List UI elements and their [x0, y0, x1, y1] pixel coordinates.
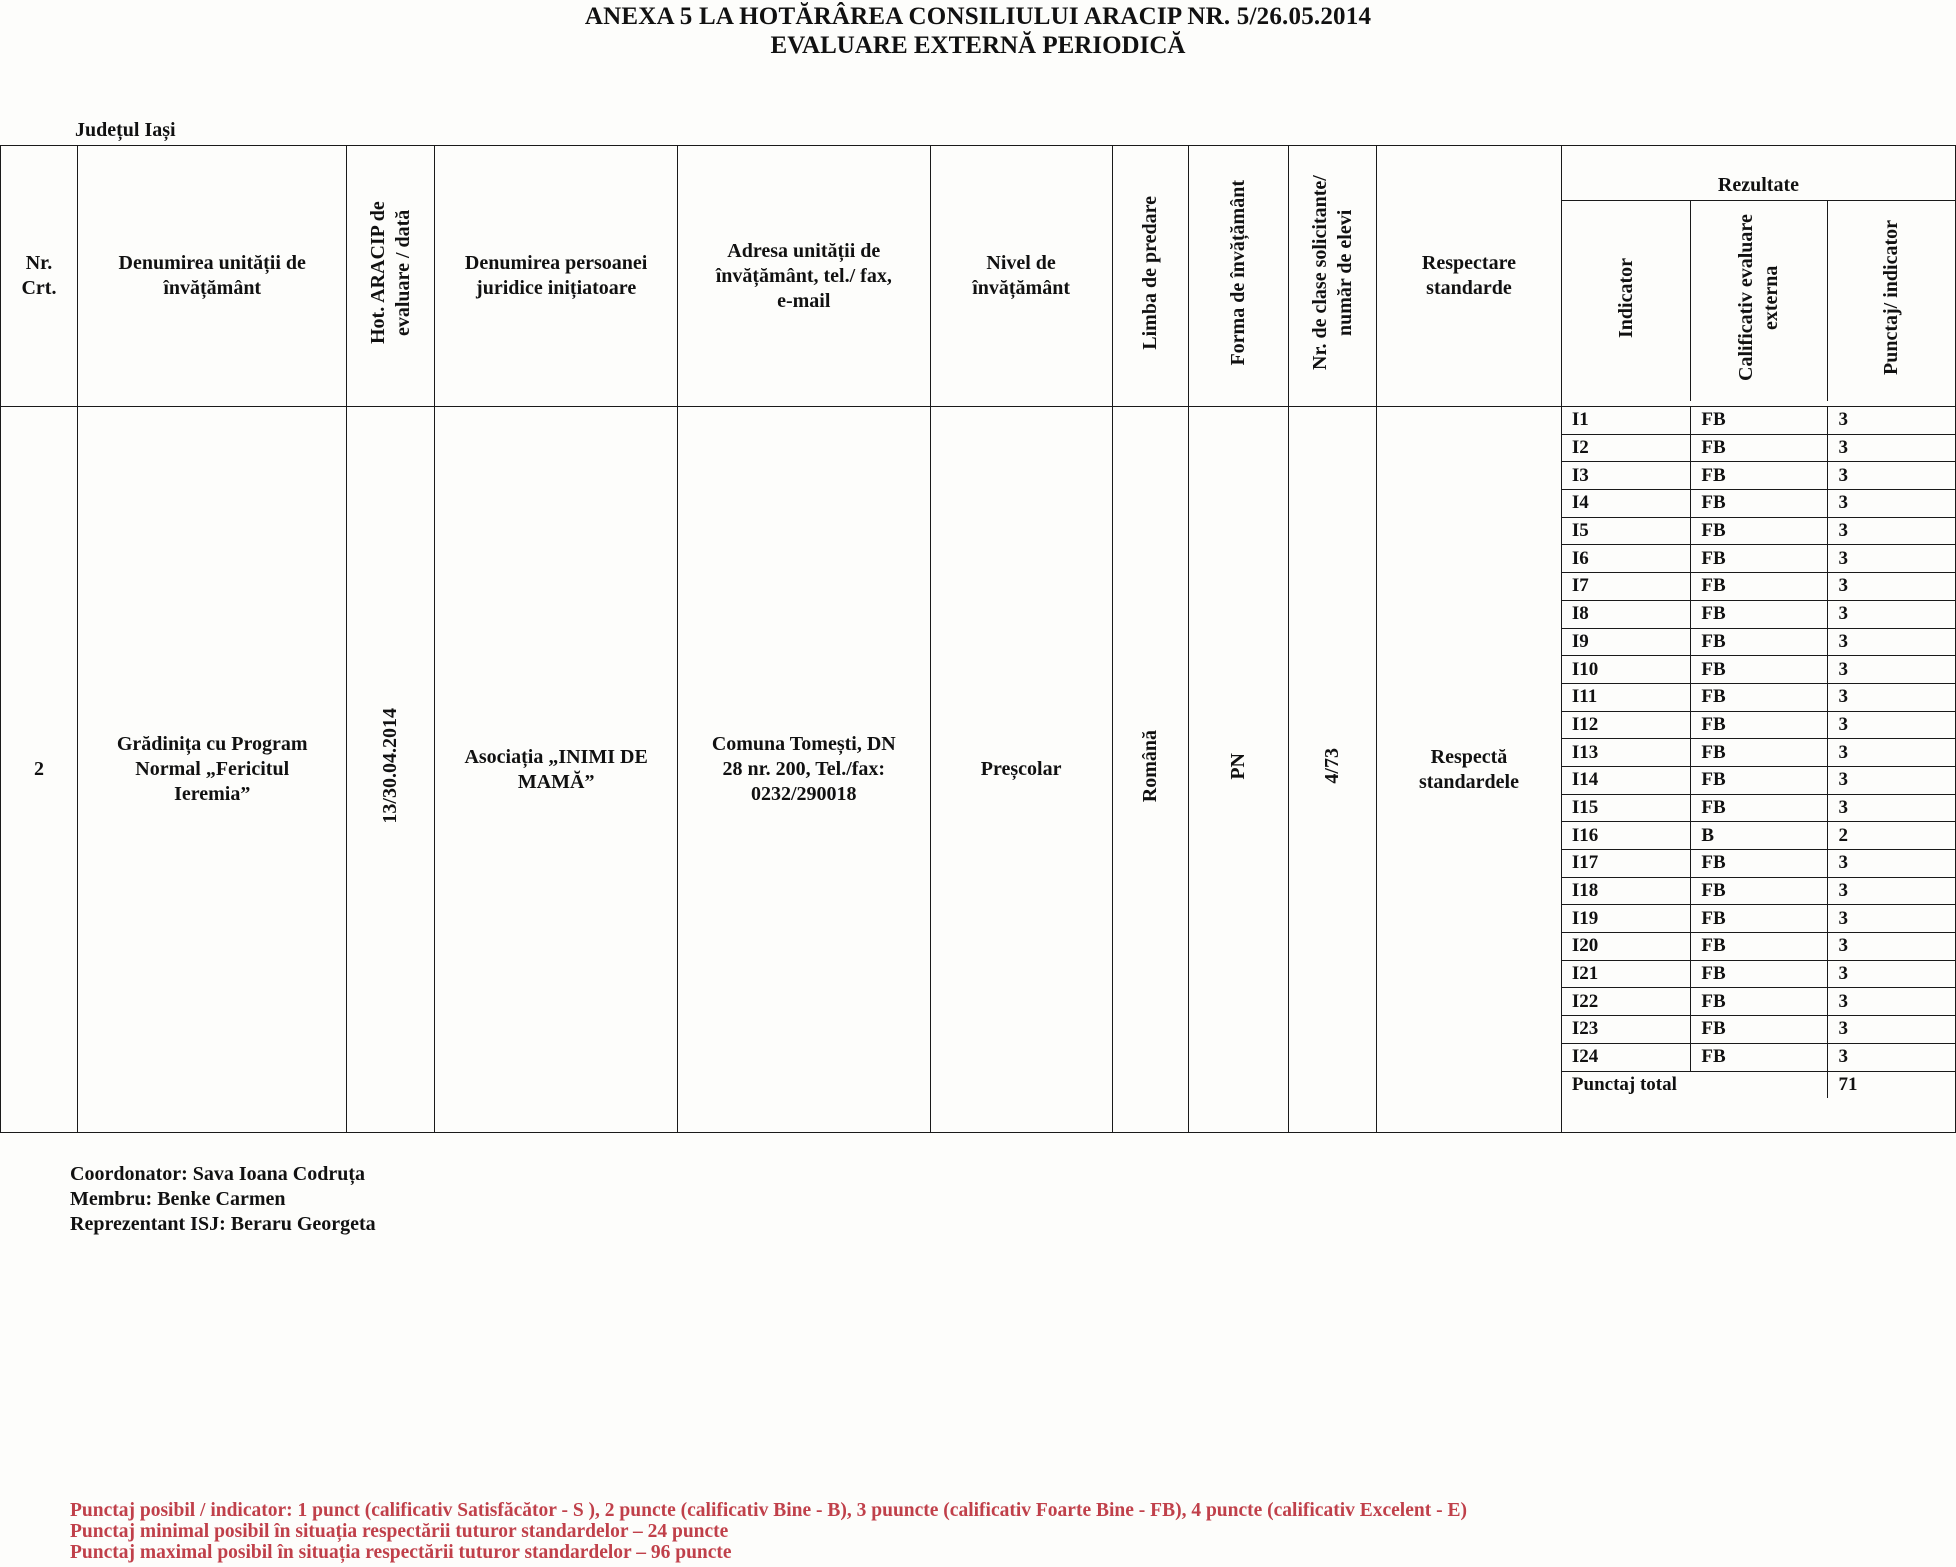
indicator-cell: I4 — [1562, 490, 1691, 518]
result-row — [1562, 462, 1955, 490]
punctaj-cell: 3 — [1828, 573, 1955, 601]
rezultate-header-cell — [1561, 146, 1955, 407]
indicator-cell: I1 — [1562, 407, 1691, 434]
result-row — [1562, 407, 1955, 434]
punctaj-cell: 3 — [1828, 434, 1955, 462]
result-row — [1562, 822, 1955, 850]
calificativ-cell: FB — [1691, 905, 1828, 933]
col-nivel-header: Nivel de învățământ — [930, 146, 1112, 407]
indicator-cell: I20 — [1562, 933, 1691, 961]
col-unitate-header: Denumirea unității de învățământ — [77, 146, 347, 407]
result-row — [1562, 545, 1955, 573]
col-nr-header: Nr. Crt. — [1, 146, 78, 407]
indicator-cell: I10 — [1562, 656, 1691, 684]
indicator-cell: I11 — [1562, 683, 1691, 711]
result-row — [1562, 683, 1955, 711]
punctaj-cell: 3 — [1828, 628, 1955, 656]
col-limba-header: Limba de predare — [1139, 195, 1161, 350]
total-value: 71 — [1838, 1073, 1858, 1095]
punctaj-cell: 3 — [1828, 656, 1955, 684]
indicator-cell: I19 — [1562, 905, 1691, 933]
result-row — [1562, 656, 1955, 684]
total-row — [1562, 1071, 1955, 1098]
col-standarde-header: Respectare standarde — [1377, 146, 1562, 407]
calificativ-cell: FB — [1691, 434, 1828, 462]
col-adresa-header: Adresa unității de învățământ, tel./ fax, e-mail — [677, 146, 930, 407]
result-row — [1562, 850, 1955, 878]
calificativ-cell: FB — [1691, 877, 1828, 905]
punctaj-cell: 3 — [1828, 766, 1955, 794]
result-row — [1562, 739, 1955, 767]
punctaj-cell: 3 — [1828, 794, 1955, 822]
result-row — [1562, 766, 1955, 794]
coordinator: Coordonator: Sava Ioana Codruța — [70, 1163, 366, 1185]
calificativ-cell: FB — [1691, 545, 1828, 573]
indicator-cell: I2 — [1562, 434, 1691, 462]
calificativ-cell: FB — [1691, 656, 1828, 684]
document-title: ANEXA 5 LA HOTĂRÂREA CONSILIULUI ARACIP NR. 5/26.05.2014 — [584, 3, 1372, 30]
result-row — [1562, 1016, 1955, 1044]
result-row — [1562, 573, 1955, 601]
col-indicator-header: Indicator — [1614, 257, 1637, 338]
row-nr: 2 — [1, 407, 78, 1133]
result-row — [1562, 490, 1955, 518]
result-row — [1562, 600, 1955, 628]
punctaj-cell: 3 — [1828, 960, 1955, 988]
result-row — [1562, 905, 1955, 933]
indicator-cell: I9 — [1562, 628, 1691, 656]
punctaj-cell: 3 — [1828, 905, 1955, 933]
calificativ-cell: FB — [1691, 739, 1828, 767]
total-label: Punctaj total — [1562, 1071, 1828, 1098]
calificativ-cell: FB — [1691, 407, 1828, 434]
indicator-cell: I15 — [1562, 794, 1691, 822]
calificativ-cell: B — [1691, 822, 1828, 850]
result-row — [1562, 933, 1955, 961]
results-table — [1562, 407, 1955, 1098]
col-forma-header: Forma de învățământ — [1227, 179, 1250, 366]
note-points-per-indicator: Punctaj posibil / indicator: 1 punct (calificativ Satisfăcător - S ), 2 puncte (calificativ Bine - B), 3 puuncte (calificativ Foarte Bine - FB), 4 puncte (calificativ Excelent - E) — [70, 1500, 1467, 1521]
indicator-cell: I6 — [1562, 545, 1691, 573]
punctaj-cell: 3 — [1828, 988, 1955, 1016]
col-calificativ-header: Calificativ evaluare externa — [1735, 214, 1783, 381]
result-row — [1562, 628, 1955, 656]
calificativ-cell: FB — [1691, 600, 1828, 628]
result-row — [1562, 1043, 1955, 1071]
punctaj-cell: 3 — [1828, 545, 1955, 573]
calificativ-cell: FB — [1691, 462, 1828, 490]
indicator-cell: I17 — [1562, 850, 1691, 878]
result-row — [1562, 517, 1955, 545]
note-maximal-score: Punctaj maximal posibil în situația respectării tuturor standardelor – 96 puncte — [70, 1542, 732, 1563]
indicator-cell: I8 — [1562, 600, 1691, 628]
row-persoana: Asociația „INIMI DE MAMĂ” — [435, 407, 678, 1133]
indicator-cell: I24 — [1562, 1043, 1691, 1071]
indicator-cell: I12 — [1562, 711, 1691, 739]
row-hot: 13/30.04.2014 — [379, 708, 402, 824]
punctaj-cell: 3 — [1828, 683, 1955, 711]
calificativ-cell: FB — [1691, 933, 1828, 961]
isj-representative: Reprezentant ISJ: Beraru Georgeta — [70, 1213, 376, 1235]
commission-members — [70, 1162, 376, 1237]
scoring-notes — [70, 1500, 1467, 1563]
punctaj-cell: 3 — [1828, 490, 1955, 518]
calificativ-cell: FB — [1691, 683, 1828, 711]
punctaj-cell: 3 — [1828, 850, 1955, 878]
row-clase: 4/73 — [1321, 748, 1344, 784]
col-punctaj-header: Punctaj/ indicator — [1880, 220, 1903, 375]
result-row — [1562, 988, 1955, 1016]
punctaj-cell: 3 — [1828, 1043, 1955, 1071]
calificativ-cell: FB — [1691, 628, 1828, 656]
indicator-cell: I16 — [1562, 822, 1691, 850]
indicator-cell: I5 — [1562, 517, 1691, 545]
calificativ-cell: FB — [1691, 517, 1828, 545]
row-standarde: Respectă standardele — [1377, 407, 1562, 1133]
punctaj-cell: 3 — [1828, 600, 1955, 628]
indicator-cell: I21 — [1562, 960, 1691, 988]
calificativ-cell: FB — [1691, 766, 1828, 794]
col-persoana-header: Denumirea persoanei juridice inițiatoare — [435, 146, 678, 407]
evaluation-table — [0, 145, 1956, 1133]
calificativ-cell: FB — [1691, 490, 1828, 518]
punctaj-cell: 3 — [1828, 933, 1955, 961]
results-cell — [1561, 407, 1955, 1133]
indicator-cell: I22 — [1562, 988, 1691, 1016]
row-limba: Română — [1139, 729, 1161, 803]
col-hot-header: Hot. ARACIP de evaluare / dată — [366, 201, 414, 344]
calificativ-cell: FB — [1691, 1016, 1828, 1044]
row-nivel: Preșcolar — [930, 407, 1112, 1133]
punctaj-cell: 3 — [1828, 517, 1955, 545]
document-subtitle: EVALUARE EXTERNĂ PERIODICĂ — [770, 32, 1186, 59]
punctaj-cell: 3 — [1828, 711, 1955, 739]
punctaj-cell: 2 — [1828, 822, 1955, 850]
calificativ-cell: FB — [1691, 1043, 1828, 1071]
punctaj-cell: 3 — [1828, 1016, 1955, 1044]
calificativ-cell: FB — [1691, 850, 1828, 878]
col-clase-header: Nr. de clase solicitante/ număr de elevi — [1308, 175, 1356, 370]
result-row — [1562, 794, 1955, 822]
punctaj-cell: 3 — [1828, 462, 1955, 490]
calificativ-cell: FB — [1691, 960, 1828, 988]
result-row — [1562, 434, 1955, 462]
indicator-cell: I23 — [1562, 1016, 1691, 1044]
calificativ-cell: FB — [1691, 573, 1828, 601]
indicator-cell: I13 — [1562, 739, 1691, 767]
result-row — [1562, 960, 1955, 988]
punctaj-cell: 3 — [1828, 877, 1955, 905]
result-row — [1562, 877, 1955, 905]
row-unitate: Grădinița cu Program Normal „Fericitul Ieremia” — [77, 407, 347, 1133]
indicator-cell: I18 — [1562, 877, 1691, 905]
member: Membru: Benke Carmen — [70, 1188, 286, 1210]
calificativ-cell: FB — [1691, 988, 1828, 1016]
county-label: Județul Iași — [75, 119, 176, 141]
punctaj-cell: 3 — [1828, 407, 1955, 434]
indicator-cell: I3 — [1562, 462, 1691, 490]
row-forma: PN — [1227, 752, 1250, 780]
calificativ-cell: FB — [1691, 711, 1828, 739]
result-row — [1562, 711, 1955, 739]
rezultate-header: Rezultate — [1562, 146, 1955, 201]
indicator-cell: I14 — [1562, 766, 1691, 794]
note-minimal-score: Punctaj minimal posibil în situația respectării tuturor standardelor – 24 puncte — [70, 1521, 729, 1542]
punctaj-cell: 3 — [1828, 739, 1955, 767]
calificativ-cell: FB — [1691, 794, 1828, 822]
row-adresa: Comuna Tomești, DN 28 nr. 200, Tel./fax: 0232/290018 — [677, 407, 930, 1133]
indicator-cell: I7 — [1562, 573, 1691, 601]
